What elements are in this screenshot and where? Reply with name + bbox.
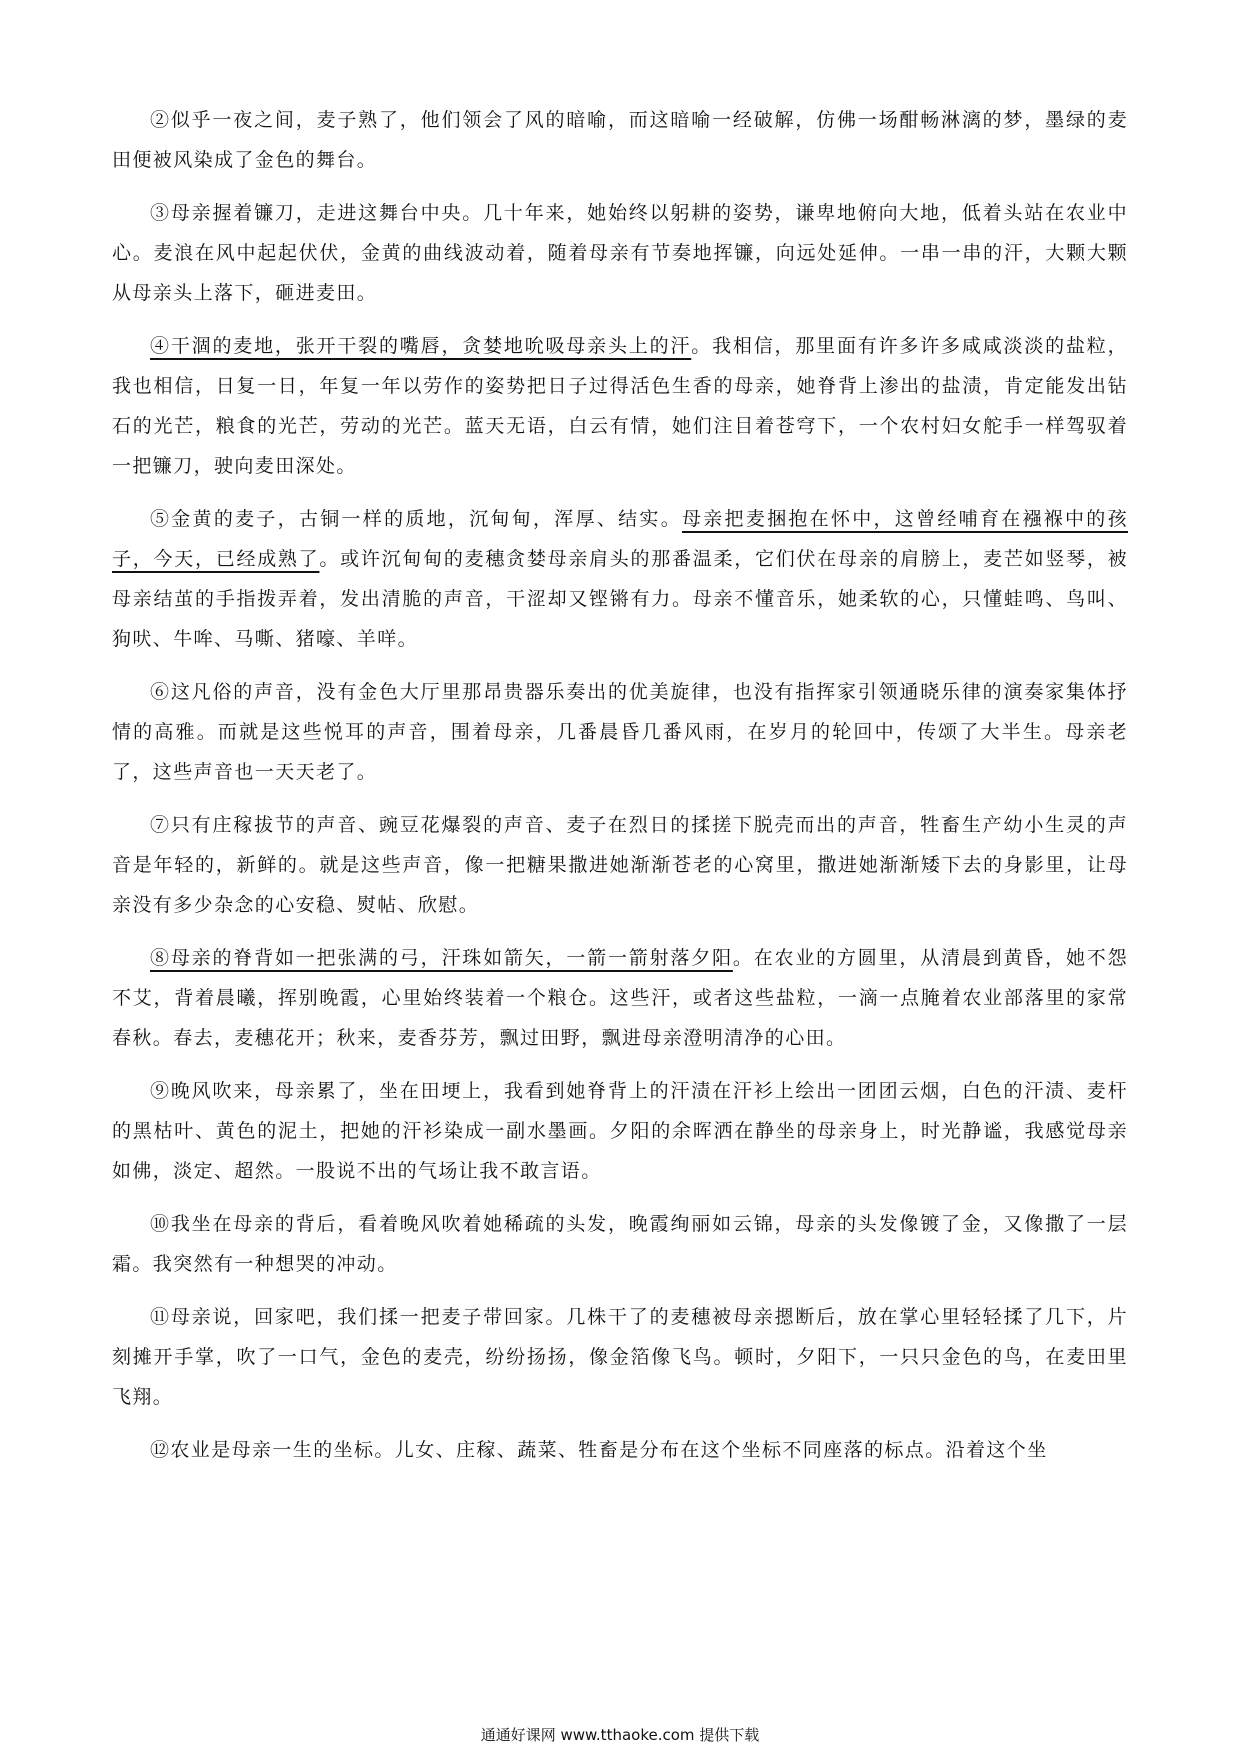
text-run: ②似乎一夜之间，麦子熟了，他们领会了风的暗喻，而这暗喻一经破解，仿佛一场酣畅淋漓的梦，墨绿的麦田便被风染成了金色的舞台。 [112,109,1128,171]
text-run: 。在农业的方圆里，从清晨到黄昏，她不怨不艾，背着晨曦，挥别晚霞，心里始终装着一个粮仓。这些汗，或者这些盐粒，一滴一点腌着农业部落里的家常春秋。春去，麦穗花开；秋来，麦香芬芳，飘过田野，飘进母亲澄明清净的心田。 [112,947,1128,1049]
underlined-sentence: 母亲把麦捆抱在怀中，这曾经哺育在襁褓中的孩子，今天，已经成熟了 [112,508,1128,570]
paragraph [112,1071,1128,1191]
text-run: 。我相信，那里面有许多许多咸咸淡淡的盐粒，我也相信，日复一日，年复一年以劳作的姿势把日子过得活色生香的母亲，她脊背上渗出的盐渍，肯定能发出钻石的光芒，粮食的光芒，劳动的光芒。蓝天无语，白云有情，她们注目着苍穹下，一个农村妇女舵手一样驾驭着一把镰刀，驶向麦田深处。 [112,335,1128,477]
text-run: ⑩我坐在母亲的背后，看着晚风吹着她稀疏的头发，晚霞绚丽如云锦，母亲的头发像镀了金，又像撒了一层霜。我突然有一种想哭的冲动。 [112,1213,1128,1275]
article-body [112,100,1128,1483]
paragraph [112,100,1128,180]
paragraph [112,499,1128,659]
text-run: ⑫农业是母亲一生的坐标。儿女、庄稼、蔬菜、牲畜是分布在这个坐标不同座落的标点。沿着这个坐 [150,1439,1048,1461]
underlined-sentence: ④干涸的麦地，张开干裂的嘴唇，贪婪地吮吸母亲头上的汗 [150,335,692,357]
paragraph [112,1430,1128,1470]
paragraph [112,193,1128,313]
page-footer: 通通好课网 www.tthaoke.com 提供下载 [480,1726,760,1744]
paragraph [112,805,1128,925]
text-run: ⑨晚风吹来，母亲累了，坐在田埂上，我看到她脊背上的汗渍在汗衫上绘出一团团云烟，白色的汗渍、麦杆的黑枯叶、黄色的泥土，把她的汗衫染成一副水墨画。夕阳的余晖洒在静坐的母亲身上，时光静谧，我感觉母亲如佛，淡定、超然。一股说不出的气场让我不敢言语。 [112,1080,1128,1182]
paragraph [112,326,1128,486]
paragraph [112,938,1128,1058]
paragraph [112,672,1128,792]
text-run: 。或许沉甸甸的麦穗贪婪母亲肩头的那番温柔，它们伏在母亲的肩膀上，麦芒如竖琴，被母亲结茧的手指拨弄着，发出清脆的声音，干涩却又铿锵有力。母亲不懂音乐，她柔软的心，只懂蛙鸣、鸟叫、狗吠、牛哞、马嘶、猪嚎、羊咩。 [112,548,1128,650]
paragraph [112,1204,1128,1284]
text-run: ③母亲握着镰刀，走进这舞台中央。几十年来，她始终以躬耕的姿势，谦卑地俯向大地，低着头站在农业中心。麦浪在风中起起伏伏，金黄的曲线波动着，随着母亲有节奏地挥镰，向远处延伸。一串一串的汗，大颗大颗从母亲头上落下，砸进麦田。 [112,202,1128,304]
text-run: ⑤金黄的麦子，古铜一样的质地，沉甸甸，浑厚、结实。 [150,508,682,530]
text-run: ⑦只有庄稼拔节的声音、豌豆花爆裂的声音、麦子在烈日的揉搓下脱壳而出的声音，牲畜生产幼小生灵的声音是年轻的，新鲜的。就是这些声音，像一把糖果撒进她渐渐苍老的心窝里，撒进她渐渐矮下去的身影里，让母亲没有多少杂念的心安稳、熨帖、欣慰。 [112,814,1128,916]
text-run: ⑥这凡俗的声音，没有金色大厅里那昂贵器乐奏出的优美旋律，也没有指挥家引领通晓乐律的演奏家集体抒情的高雅。而就是这些悦耳的声音，围着母亲，几番晨昏几番风雨，在岁月的轮回中，传颂了大半生。母亲老了，这些声音也一天天老了。 [112,681,1128,783]
text-run: ⑪母亲说，回家吧，我们揉一把麦子带回家。几株干了的麦穗被母亲摁断后，放在掌心里轻轻揉了几下，片刻摊开手掌，吹了一口气，金色的麦壳，纷纷扬扬，像金箔像飞鸟。顿时，夕阳下，一只只金色的鸟，在麦田里飞翔。 [112,1306,1128,1408]
paragraph [112,1297,1128,1417]
underlined-sentence: ⑧母亲的脊背如一把张满的弓，汗珠如箭矢，一箭一箭射落夕阳 [150,947,733,969]
